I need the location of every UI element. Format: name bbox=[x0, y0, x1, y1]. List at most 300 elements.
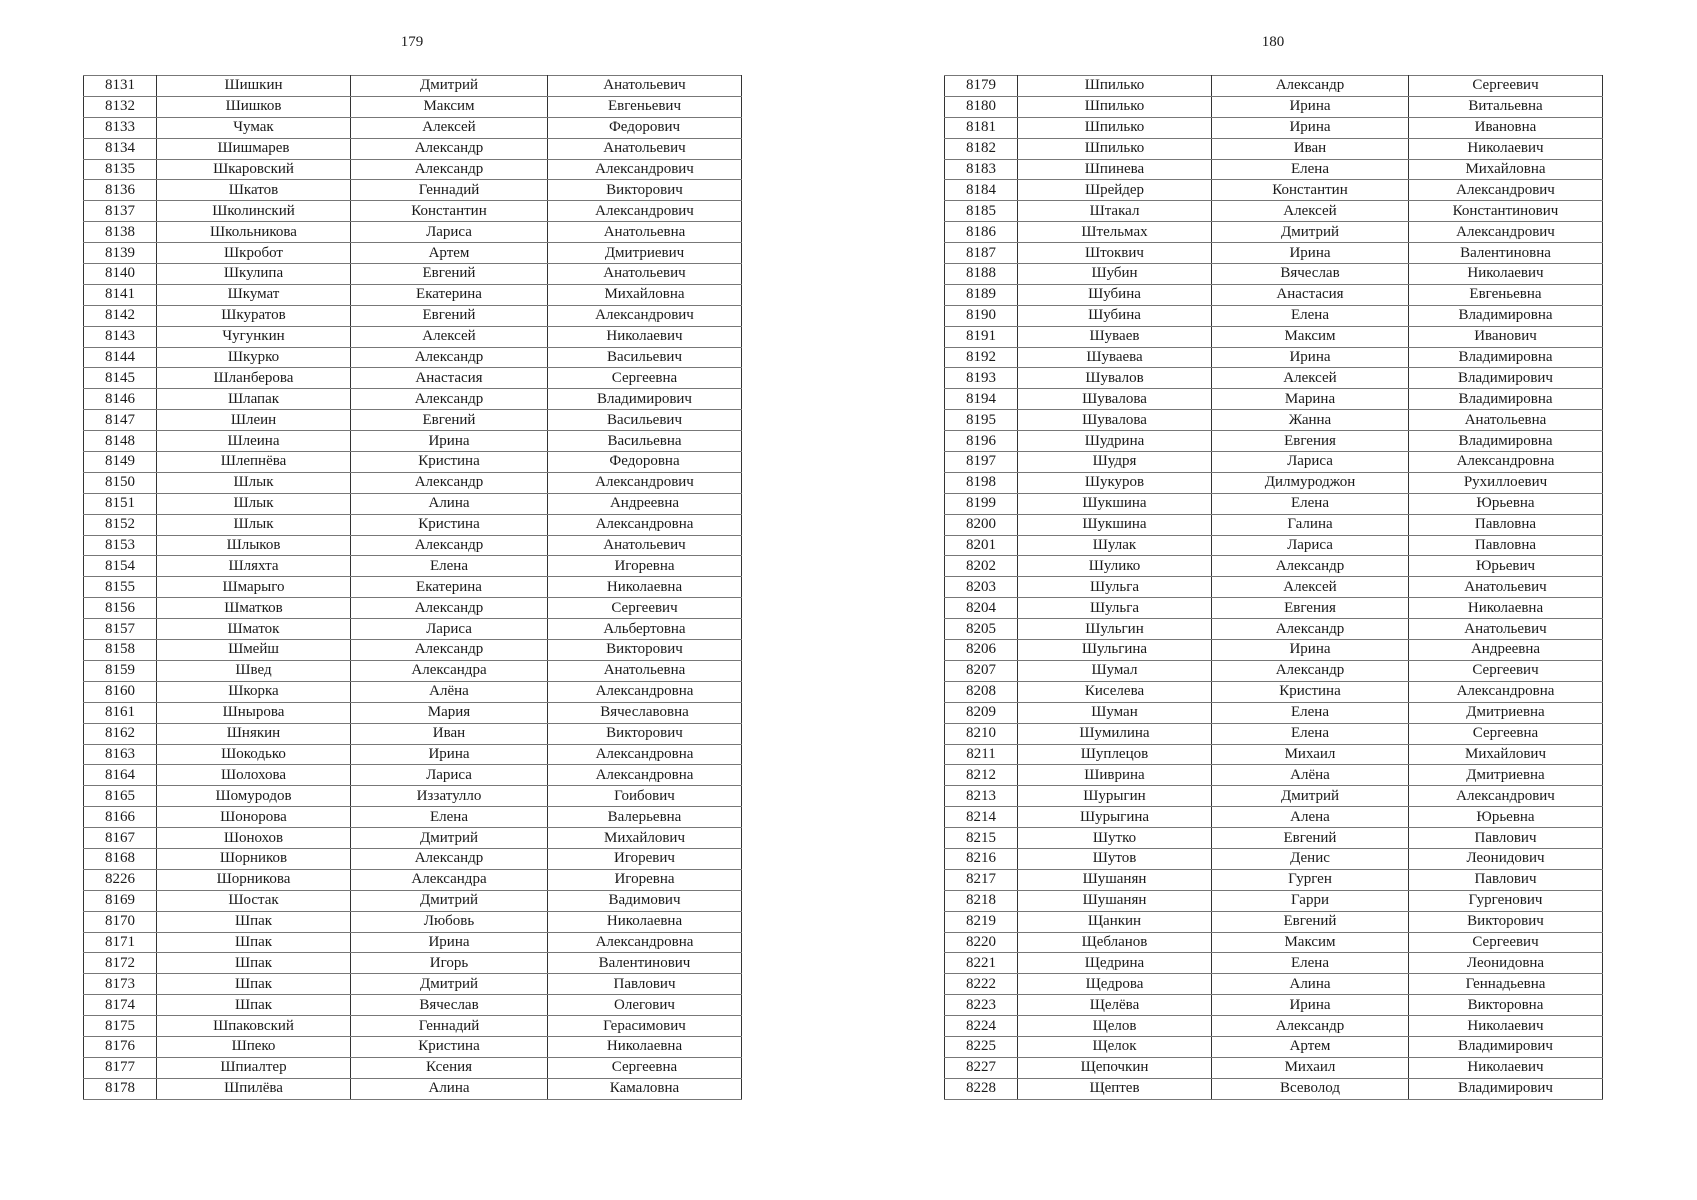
table-row bbox=[84, 640, 742, 661]
surname-cell: Шматок bbox=[157, 619, 351, 640]
row-number-cell: 8181 bbox=[945, 117, 1018, 138]
table-row bbox=[84, 577, 742, 598]
row-number-cell: 8143 bbox=[84, 326, 157, 347]
given-name-cell: Дмитрий bbox=[351, 76, 548, 97]
given-name-cell: Вячеслав bbox=[351, 995, 548, 1016]
table-row bbox=[84, 535, 742, 556]
given-name-cell: Елена bbox=[1212, 493, 1409, 514]
patronymic-cell: Евгеньевич bbox=[548, 96, 742, 117]
table-row bbox=[84, 744, 742, 765]
patronymic-cell: Владимирович bbox=[1409, 1036, 1603, 1057]
given-name-cell: Денис bbox=[1212, 848, 1409, 869]
given-name-cell: Артем bbox=[1212, 1036, 1409, 1057]
table-row bbox=[945, 577, 1603, 598]
table-row bbox=[945, 284, 1603, 305]
row-number-cell: 8194 bbox=[945, 389, 1018, 410]
table-row bbox=[945, 890, 1603, 911]
given-name-cell: Александр bbox=[1212, 619, 1409, 640]
given-name-cell: Максим bbox=[1212, 932, 1409, 953]
table-row bbox=[945, 869, 1603, 890]
surname-cell: Шушанян bbox=[1018, 890, 1212, 911]
table-row bbox=[945, 493, 1603, 514]
table-row bbox=[945, 640, 1603, 661]
surname-cell: Шпиалтер bbox=[157, 1057, 351, 1078]
table-row bbox=[84, 326, 742, 347]
surname-cell: Шомуродов bbox=[157, 786, 351, 807]
surname-cell: Шульгин bbox=[1018, 619, 1212, 640]
row-number-cell: 8209 bbox=[945, 702, 1018, 723]
patronymic-cell: Валентинович bbox=[548, 953, 742, 974]
table-row bbox=[945, 243, 1603, 264]
given-name-cell: Лариса bbox=[1212, 535, 1409, 556]
patronymic-cell: Николаевна bbox=[548, 577, 742, 598]
row-number-cell: 8178 bbox=[84, 1078, 157, 1099]
row-number-cell: 8151 bbox=[84, 493, 157, 514]
surname-cell: Чугункин bbox=[157, 326, 351, 347]
row-number-cell: 8205 bbox=[945, 619, 1018, 640]
given-name-cell: Евгений bbox=[351, 410, 548, 431]
table-row bbox=[945, 389, 1603, 410]
patronymic-cell: Евгеньевна bbox=[1409, 284, 1603, 305]
table-row bbox=[945, 660, 1603, 681]
given-name-cell: Елена bbox=[1212, 723, 1409, 744]
given-name-cell: Михаил bbox=[1212, 744, 1409, 765]
given-name-cell: Алёна bbox=[1212, 765, 1409, 786]
patronymic-cell: Александрович bbox=[548, 472, 742, 493]
row-number-cell: 8131 bbox=[84, 76, 157, 97]
names-table-body bbox=[84, 76, 742, 1100]
row-number-cell: 8184 bbox=[945, 180, 1018, 201]
patronymic-cell: Альбертовна bbox=[548, 619, 742, 640]
table-row bbox=[945, 744, 1603, 765]
table-row bbox=[84, 890, 742, 911]
surname-cell: Штоквич bbox=[1018, 243, 1212, 264]
row-number-cell: 8227 bbox=[945, 1057, 1018, 1078]
patronymic-cell: Дмитриевна bbox=[1409, 765, 1603, 786]
row-number-cell: 8153 bbox=[84, 535, 157, 556]
patronymic-cell: Николаевич bbox=[1409, 264, 1603, 285]
given-name-cell: Александр bbox=[351, 159, 548, 180]
surname-cell: Шульгина bbox=[1018, 640, 1212, 661]
table-row bbox=[84, 368, 742, 389]
given-name-cell: Иван bbox=[351, 723, 548, 744]
table-row bbox=[945, 556, 1603, 577]
table-row bbox=[84, 201, 742, 222]
given-name-cell: Михаил bbox=[1212, 1057, 1409, 1078]
patronymic-cell: Викторовна bbox=[1409, 995, 1603, 1016]
row-number-cell: 8212 bbox=[945, 765, 1018, 786]
table-row bbox=[945, 535, 1603, 556]
surname-cell: Щептев bbox=[1018, 1078, 1212, 1099]
table-row bbox=[945, 431, 1603, 452]
patronymic-cell: Анатольевна bbox=[1409, 410, 1603, 431]
table-row bbox=[84, 76, 742, 97]
table-row bbox=[84, 389, 742, 410]
surname-cell: Шпаковский bbox=[157, 1016, 351, 1037]
surname-cell: Шлык bbox=[157, 493, 351, 514]
row-number-cell: 8200 bbox=[945, 514, 1018, 535]
table-row bbox=[84, 702, 742, 723]
surname-cell: Шишков bbox=[157, 96, 351, 117]
surname-cell: Шудрина bbox=[1018, 431, 1212, 452]
given-name-cell: Евгений bbox=[1212, 911, 1409, 932]
given-name-cell: Александр bbox=[351, 598, 548, 619]
table-row bbox=[84, 410, 742, 431]
table-row bbox=[84, 953, 742, 974]
given-name-cell: Евгений bbox=[351, 305, 548, 326]
patronymic-cell: Александровна bbox=[548, 681, 742, 702]
table-row bbox=[84, 243, 742, 264]
row-number-cell: 8201 bbox=[945, 535, 1018, 556]
surname-cell: Шумал bbox=[1018, 660, 1212, 681]
patronymic-cell: Рухиллоевич bbox=[1409, 472, 1603, 493]
surname-cell: Шулико bbox=[1018, 556, 1212, 577]
names-table-body bbox=[945, 76, 1603, 1100]
patronymic-cell: Владимирович bbox=[1409, 1078, 1603, 1099]
patronymic-cell: Гоибович bbox=[548, 786, 742, 807]
given-name-cell: Алексей bbox=[1212, 368, 1409, 389]
row-number-cell: 8132 bbox=[84, 96, 157, 117]
row-number-cell: 8141 bbox=[84, 284, 157, 305]
table-row bbox=[84, 159, 742, 180]
surname-cell: Щелёва bbox=[1018, 995, 1212, 1016]
patronymic-cell: Александрович bbox=[1409, 786, 1603, 807]
patronymic-cell: Игоревна bbox=[548, 556, 742, 577]
patronymic-cell: Александрович bbox=[1409, 180, 1603, 201]
row-number-cell: 8196 bbox=[945, 431, 1018, 452]
left-page bbox=[83, 0, 741, 1200]
surname-cell: Киселева bbox=[1018, 681, 1212, 702]
patronymic-cell: Васильевна bbox=[548, 431, 742, 452]
surname-cell: Шостак bbox=[157, 890, 351, 911]
table-row bbox=[84, 828, 742, 849]
row-number-cell: 8152 bbox=[84, 514, 157, 535]
row-number-cell: 8161 bbox=[84, 702, 157, 723]
row-number-cell: 8154 bbox=[84, 556, 157, 577]
surname-cell: Шматков bbox=[157, 598, 351, 619]
given-name-cell: Лариса bbox=[351, 765, 548, 786]
patronymic-cell: Геннадьевна bbox=[1409, 974, 1603, 995]
page-number: 179 bbox=[400, 34, 424, 50]
row-number-cell: 8157 bbox=[84, 619, 157, 640]
patronymic-cell: Александрович bbox=[548, 305, 742, 326]
given-name-cell: Ирина bbox=[1212, 96, 1409, 117]
given-name-cell: Алина bbox=[351, 1078, 548, 1099]
given-name-cell: Дмитрий bbox=[351, 890, 548, 911]
surname-cell: Шкатов bbox=[157, 180, 351, 201]
patronymic-cell: Сергеевна bbox=[548, 1057, 742, 1078]
row-number-cell: 8149 bbox=[84, 452, 157, 473]
row-number-cell: 8189 bbox=[945, 284, 1018, 305]
row-number-cell: 8155 bbox=[84, 577, 157, 598]
given-name-cell: Евгений bbox=[351, 264, 548, 285]
patronymic-cell: Викторович bbox=[1409, 911, 1603, 932]
patronymic-cell: Александрович bbox=[548, 159, 742, 180]
given-name-cell: Лариса bbox=[351, 222, 548, 243]
row-number-cell: 8211 bbox=[945, 744, 1018, 765]
patronymic-cell: Владимировна bbox=[1409, 347, 1603, 368]
row-number-cell: 8187 bbox=[945, 243, 1018, 264]
table-row bbox=[945, 1057, 1603, 1078]
row-number-cell: 8160 bbox=[84, 681, 157, 702]
table-row bbox=[945, 953, 1603, 974]
table-row bbox=[945, 786, 1603, 807]
surname-cell: Шнырова bbox=[157, 702, 351, 723]
table-row bbox=[84, 514, 742, 535]
surname-cell: Шумилина bbox=[1018, 723, 1212, 744]
row-number-cell: 8190 bbox=[945, 305, 1018, 326]
surname-cell: Штакал bbox=[1018, 201, 1212, 222]
surname-cell: Шульга bbox=[1018, 598, 1212, 619]
patronymic-cell: Сергеевна bbox=[548, 368, 742, 389]
surname-cell: Шкробот bbox=[157, 243, 351, 264]
surname-cell: Шлеина bbox=[157, 431, 351, 452]
right-page bbox=[944, 0, 1602, 1200]
patronymic-cell: Герасимович bbox=[548, 1016, 742, 1037]
table-row bbox=[84, 869, 742, 890]
patronymic-cell: Павловна bbox=[1409, 535, 1603, 556]
table-row bbox=[84, 598, 742, 619]
surname-cell: Шулак bbox=[1018, 535, 1212, 556]
patronymic-cell: Васильевич bbox=[548, 410, 742, 431]
row-number-cell: 8195 bbox=[945, 410, 1018, 431]
surname-cell: Щелов bbox=[1018, 1016, 1212, 1037]
surname-cell: Шувалов bbox=[1018, 368, 1212, 389]
row-number-cell: 8144 bbox=[84, 347, 157, 368]
surname-cell: Шланберова bbox=[157, 368, 351, 389]
given-name-cell: Анастасия bbox=[351, 368, 548, 389]
surname-cell: Шляхта bbox=[157, 556, 351, 577]
given-name-cell: Марина bbox=[1212, 389, 1409, 410]
surname-cell: Шуваев bbox=[1018, 326, 1212, 347]
row-number-cell: 8198 bbox=[945, 472, 1018, 493]
table-row bbox=[945, 410, 1603, 431]
table-row bbox=[945, 201, 1603, 222]
given-name-cell: Александр bbox=[351, 472, 548, 493]
patronymic-cell: Викторович bbox=[548, 640, 742, 661]
row-number-cell: 8162 bbox=[84, 723, 157, 744]
given-name-cell: Александр bbox=[351, 389, 548, 410]
given-name-cell: Александра bbox=[351, 660, 548, 681]
given-name-cell: Ирина bbox=[1212, 640, 1409, 661]
surname-cell: Шушанян bbox=[1018, 869, 1212, 890]
patronymic-cell: Камаловна bbox=[548, 1078, 742, 1099]
row-number-cell: 8193 bbox=[945, 368, 1018, 389]
given-name-cell: Дилмуроджон bbox=[1212, 472, 1409, 493]
surname-cell: Шпеко bbox=[157, 1036, 351, 1057]
table-row bbox=[945, 723, 1603, 744]
row-number-cell: 8140 bbox=[84, 264, 157, 285]
given-name-cell: Максим bbox=[351, 96, 548, 117]
given-name-cell: Дмитрий bbox=[351, 974, 548, 995]
given-name-cell: Ирина bbox=[1212, 995, 1409, 1016]
table-row bbox=[945, 138, 1603, 159]
row-number-cell: 8169 bbox=[84, 890, 157, 911]
row-number-cell: 8203 bbox=[945, 577, 1018, 598]
table-row bbox=[945, 681, 1603, 702]
table-row bbox=[945, 702, 1603, 723]
table-row bbox=[84, 96, 742, 117]
given-name-cell: Алена bbox=[1212, 807, 1409, 828]
row-number-cell: 8137 bbox=[84, 201, 157, 222]
given-name-cell: Артем bbox=[351, 243, 548, 264]
table-row bbox=[84, 284, 742, 305]
surname-cell: Шудря bbox=[1018, 452, 1212, 473]
row-number-cell: 8175 bbox=[84, 1016, 157, 1037]
given-name-cell: Максим bbox=[1212, 326, 1409, 347]
row-number-cell: 8215 bbox=[945, 828, 1018, 849]
given-name-cell: Евгений bbox=[1212, 828, 1409, 849]
patronymic-cell: Гургенович bbox=[1409, 890, 1603, 911]
patronymic-cell: Леонидович bbox=[1409, 848, 1603, 869]
patronymic-cell: Анатольевич bbox=[548, 264, 742, 285]
patronymic-cell: Дмитриевич bbox=[548, 243, 742, 264]
given-name-cell: Всеволод bbox=[1212, 1078, 1409, 1099]
table-row bbox=[945, 472, 1603, 493]
patronymic-cell: Сергеевич bbox=[548, 598, 742, 619]
surname-cell: Шкаровский bbox=[157, 159, 351, 180]
patronymic-cell: Викторович bbox=[548, 723, 742, 744]
table-row bbox=[945, 76, 1603, 97]
given-name-cell: Александр bbox=[351, 347, 548, 368]
patronymic-cell: Сергеевна bbox=[1409, 723, 1603, 744]
row-number-cell: 8179 bbox=[945, 76, 1018, 97]
row-number-cell: 8220 bbox=[945, 932, 1018, 953]
row-number-cell: 8147 bbox=[84, 410, 157, 431]
patronymic-cell: Павлович bbox=[1409, 828, 1603, 849]
surname-cell: Шлапак bbox=[157, 389, 351, 410]
surname-cell: Шолохова bbox=[157, 765, 351, 786]
given-name-cell: Ирина bbox=[1212, 117, 1409, 138]
surname-cell: Шкурко bbox=[157, 347, 351, 368]
patronymic-cell: Владимирович bbox=[1409, 368, 1603, 389]
given-name-cell: Дмитрий bbox=[351, 828, 548, 849]
table-row bbox=[84, 995, 742, 1016]
given-name-cell: Алина bbox=[1212, 974, 1409, 995]
patronymic-cell: Валерьевна bbox=[548, 807, 742, 828]
surname-cell: Шукшина bbox=[1018, 514, 1212, 535]
row-number-cell: 8204 bbox=[945, 598, 1018, 619]
row-number-cell: 8172 bbox=[84, 953, 157, 974]
given-name-cell: Ирина bbox=[1212, 347, 1409, 368]
table-row bbox=[945, 347, 1603, 368]
table-row bbox=[945, 995, 1603, 1016]
patronymic-cell: Михайлович bbox=[1409, 744, 1603, 765]
given-name-cell: Анастасия bbox=[1212, 284, 1409, 305]
row-number-cell: 8133 bbox=[84, 117, 157, 138]
surname-cell: Шульга bbox=[1018, 577, 1212, 598]
table-row bbox=[945, 159, 1603, 180]
surname-cell: Шиврина bbox=[1018, 765, 1212, 786]
given-name-cell: Александр bbox=[1212, 556, 1409, 577]
given-name-cell: Елена bbox=[1212, 953, 1409, 974]
table-row bbox=[84, 911, 742, 932]
patronymic-cell: Иванович bbox=[1409, 326, 1603, 347]
patronymic-cell: Игоревич bbox=[548, 848, 742, 869]
given-name-cell: Ксения bbox=[351, 1057, 548, 1078]
row-number-cell: 8185 bbox=[945, 201, 1018, 222]
patronymic-cell: Николаевич bbox=[1409, 138, 1603, 159]
given-name-cell: Ирина bbox=[351, 744, 548, 765]
surname-cell: Шукуров bbox=[1018, 472, 1212, 493]
patronymic-cell: Николаевна bbox=[548, 911, 742, 932]
patronymic-cell: Константинович bbox=[1409, 201, 1603, 222]
patronymic-cell: Леонидовна bbox=[1409, 953, 1603, 974]
patronymic-cell: Александрович bbox=[1409, 222, 1603, 243]
row-number-cell: 8213 bbox=[945, 786, 1018, 807]
patronymic-cell: Александровна bbox=[1409, 681, 1603, 702]
surname-cell: Шкулипа bbox=[157, 264, 351, 285]
row-number-cell: 8163 bbox=[84, 744, 157, 765]
table-row bbox=[945, 96, 1603, 117]
row-number-cell: 8168 bbox=[84, 848, 157, 869]
row-number-cell: 8170 bbox=[84, 911, 157, 932]
surname-cell: Шувалова bbox=[1018, 410, 1212, 431]
table-row bbox=[84, 765, 742, 786]
row-number-cell: 8222 bbox=[945, 974, 1018, 995]
patronymic-cell: Владимировна bbox=[1409, 389, 1603, 410]
row-number-cell: 8192 bbox=[945, 347, 1018, 368]
table-row bbox=[945, 1016, 1603, 1037]
given-name-cell: Евгения bbox=[1212, 431, 1409, 452]
surname-cell: Шонохов bbox=[157, 828, 351, 849]
table-row bbox=[84, 974, 742, 995]
surname-cell: Шурыгин bbox=[1018, 786, 1212, 807]
given-name-cell: Любовь bbox=[351, 911, 548, 932]
patronymic-cell: Анатольевич bbox=[1409, 577, 1603, 598]
row-number-cell: 8221 bbox=[945, 953, 1018, 974]
row-number-cell: 8134 bbox=[84, 138, 157, 159]
table-row bbox=[945, 974, 1603, 995]
surname-cell: Шутко bbox=[1018, 828, 1212, 849]
patronymic-cell: Николаевич bbox=[548, 326, 742, 347]
given-name-cell: Лариса bbox=[351, 619, 548, 640]
surname-cell: Шпак bbox=[157, 995, 351, 1016]
surname-cell: Шнякин bbox=[157, 723, 351, 744]
row-number-cell: 8210 bbox=[945, 723, 1018, 744]
table-row bbox=[945, 368, 1603, 389]
table-row bbox=[84, 305, 742, 326]
row-number-cell: 8219 bbox=[945, 911, 1018, 932]
row-number-cell: 8197 bbox=[945, 452, 1018, 473]
given-name-cell: Александра bbox=[351, 869, 548, 890]
surname-cell: Шлык bbox=[157, 514, 351, 535]
surname-cell: Шпак bbox=[157, 911, 351, 932]
surname-cell: Школьникова bbox=[157, 222, 351, 243]
row-number-cell: 8166 bbox=[84, 807, 157, 828]
table-row bbox=[84, 1057, 742, 1078]
table-row bbox=[84, 786, 742, 807]
row-number-cell: 8199 bbox=[945, 493, 1018, 514]
row-number-cell: 8182 bbox=[945, 138, 1018, 159]
surname-cell: Штельмах bbox=[1018, 222, 1212, 243]
given-name-cell: Алёна bbox=[351, 681, 548, 702]
row-number-cell: 8164 bbox=[84, 765, 157, 786]
row-number-cell: 8226 bbox=[84, 869, 157, 890]
surname-cell: Щебланов bbox=[1018, 932, 1212, 953]
given-name-cell: Константин bbox=[1212, 180, 1409, 201]
patronymic-cell: Анатольевна bbox=[548, 660, 742, 681]
given-name-cell: Константин bbox=[351, 201, 548, 222]
surname-cell: Шпилько bbox=[1018, 76, 1212, 97]
table-row bbox=[945, 932, 1603, 953]
row-number-cell: 8228 bbox=[945, 1078, 1018, 1099]
given-name-cell: Мария bbox=[351, 702, 548, 723]
surname-cell: Щедрина bbox=[1018, 953, 1212, 974]
surname-cell: Шубина bbox=[1018, 284, 1212, 305]
surname-cell: Шуман bbox=[1018, 702, 1212, 723]
surname-cell: Шишкин bbox=[157, 76, 351, 97]
